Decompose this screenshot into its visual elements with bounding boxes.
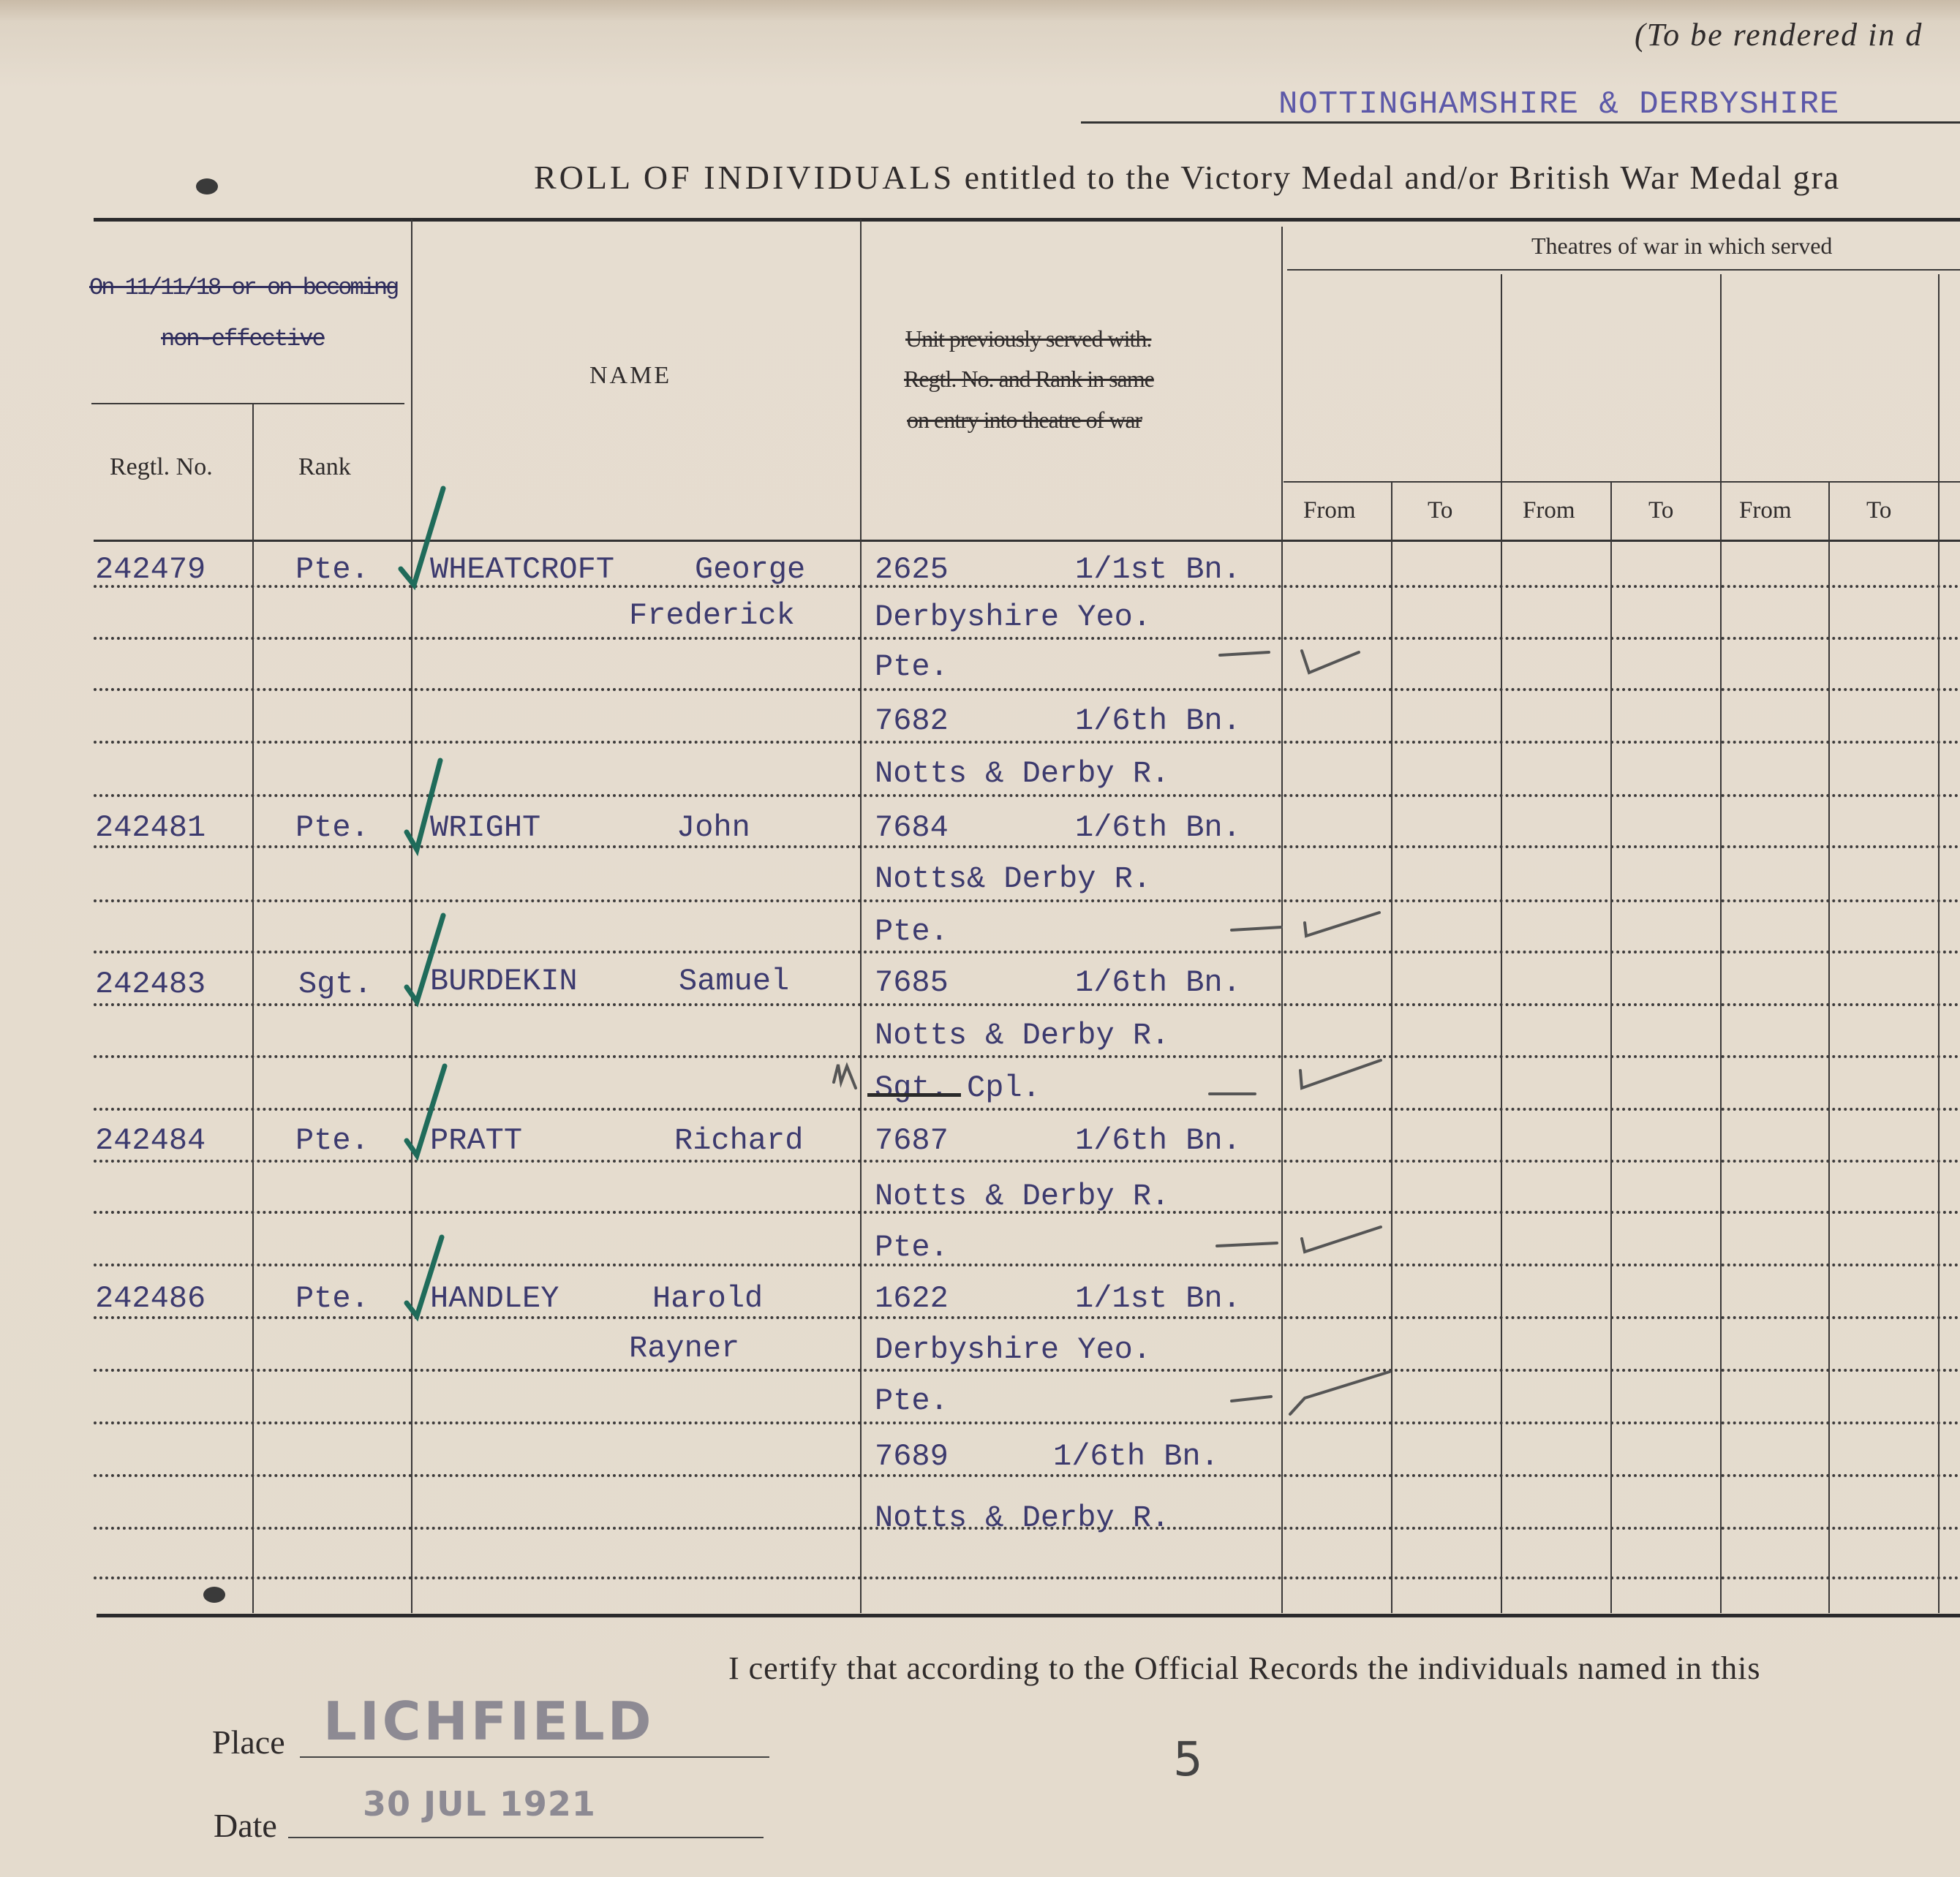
regtl-no-242483: 242483 [95, 967, 206, 1002]
forename-entry-3: Samuel [679, 964, 790, 999]
unit-1-line2: Derbyshire Yeo. [875, 600, 1152, 635]
unit-4-line3: Pte. [875, 1230, 949, 1265]
rank-header: Rank [298, 453, 351, 480]
unit-2-line3: Pte. [875, 914, 949, 949]
rank-entry-5: Pte. [295, 1281, 369, 1316]
unit-name: NOTTINGHAMSHIRE & DERBYSHIRE [1278, 86, 1840, 123]
unit-3-line1-bn: 1/6th Bn. [1075, 965, 1241, 1000]
from-header-3: From [1739, 497, 1792, 524]
unit-header-line1: Unit previously served with. [905, 325, 1152, 352]
unit-5-line4-no: 7689 [875, 1439, 949, 1474]
from-header-2: From [1523, 497, 1575, 524]
surname-entry-5: HANDLEY [430, 1281, 559, 1316]
unit-2-line1-bn: 1/6th Bn. [1075, 810, 1241, 845]
regtl-no-242481: 242481 [95, 810, 206, 845]
unit-5-line3: Pte. [875, 1383, 949, 1419]
date-stamp: 30 JUL 1921 [363, 1784, 596, 1824]
surname-entry-3: BURDEKIN [430, 964, 578, 999]
unit-5-line4-bn: 1/6th Bn. [1053, 1439, 1219, 1474]
to-header-2: To [1648, 497, 1674, 524]
unit-header-line3: on entry into theatre of war [907, 407, 1142, 433]
unit-4-line1-no: 7687 [875, 1123, 949, 1158]
rank-entry-1: Pte. [295, 552, 369, 587]
surname-entry-1: WHEATCROFT [430, 552, 615, 587]
unit-3-line2: Notts & Derby R. [875, 1018, 1170, 1053]
place-stamp: LICHFIELD [323, 1691, 655, 1752]
date-line [288, 1837, 764, 1838]
unit-2-line1-no: 7684 [875, 810, 949, 845]
unit-header-line2: Regtl. No. and Rank in same [904, 366, 1154, 392]
unit-1-line5: Notts & Derby R. [875, 756, 1170, 791]
regtl-no-header: Regtl. No. [110, 453, 213, 480]
unit-2-line2: Notts& Derby R. [875, 861, 1152, 896]
rank-entry-4: Pte. [295, 1123, 369, 1158]
unit-4-line1-bn: 1/6th Bn. [1075, 1123, 1241, 1158]
green-check-icon [401, 488, 445, 1316]
page-mark: 5 [1173, 1733, 1203, 1787]
non-effective-header: non-effective [161, 325, 325, 352]
place-label: Place [212, 1723, 285, 1761]
regtl-no-242484: 242484 [95, 1123, 206, 1158]
surname-entry-2: WRIGHT [430, 810, 541, 845]
forename-entry-1: George [695, 552, 806, 587]
unit-5-line2: Derbyshire Yeo. [875, 1332, 1152, 1367]
unit-1-line1-no: 2625 [875, 552, 949, 587]
forename2-entry-1: Frederick [629, 598, 795, 633]
unit-5-line5: Notts & Derby R. [875, 1500, 1170, 1536]
certification-text: I certify that according to the Official Records the individuals named in this [728, 1650, 1761, 1686]
date-label: Date [214, 1807, 277, 1844]
unit-3-line3: Sgt. Cpl. [875, 1070, 1041, 1106]
on-date-group-header: On 11/11/18 or on becoming [89, 274, 398, 301]
theatres-header: Theatres of war in which served [1531, 233, 1833, 259]
regtl-no-242479: 242479 [95, 552, 206, 587]
roll-title-main: ROLL OF INDIVIDUALS [534, 159, 955, 196]
forename-entry-2: John [676, 810, 750, 845]
rank-entry-2: Pte. [295, 810, 369, 845]
roll-title-rest: entitled to the Victory Medal and/or British War Medal gra [964, 159, 1841, 196]
surname-entry-4: PRATT [430, 1123, 523, 1158]
forename-entry-4: Richard [674, 1123, 804, 1158]
unit-1-line4-bn: 1/6th Bn. [1075, 703, 1241, 739]
rank-entry-3: Sgt. [298, 967, 372, 1002]
unit-5-line1-no: 1622 [875, 1281, 949, 1316]
unit-5-line1-bn: 1/1st Bn. [1075, 1281, 1241, 1316]
regtl-no-242486: 242486 [95, 1281, 206, 1316]
unit-4-line2: Notts & Derby R. [875, 1179, 1170, 1214]
place-line [300, 1756, 769, 1758]
unit-1-line3: Pte. [875, 649, 949, 684]
forename2-entry-5: Rayner [629, 1331, 740, 1366]
unit-1-line4-no: 7682 [875, 703, 949, 739]
unit-3-line1-no: 7685 [875, 965, 949, 1000]
from-header-1: From [1303, 497, 1356, 524]
unit-1-line1-bn: 1/1st Bn. [1075, 552, 1241, 587]
to-header-3: To [1866, 497, 1892, 524]
to-header-1: To [1428, 497, 1453, 524]
name-header: NAME [589, 362, 672, 389]
forename-entry-5: Harold [652, 1281, 764, 1316]
instruction-note: (To be rendered in d [1635, 17, 1923, 53]
pencil-tick-icon [834, 651, 1390, 1414]
